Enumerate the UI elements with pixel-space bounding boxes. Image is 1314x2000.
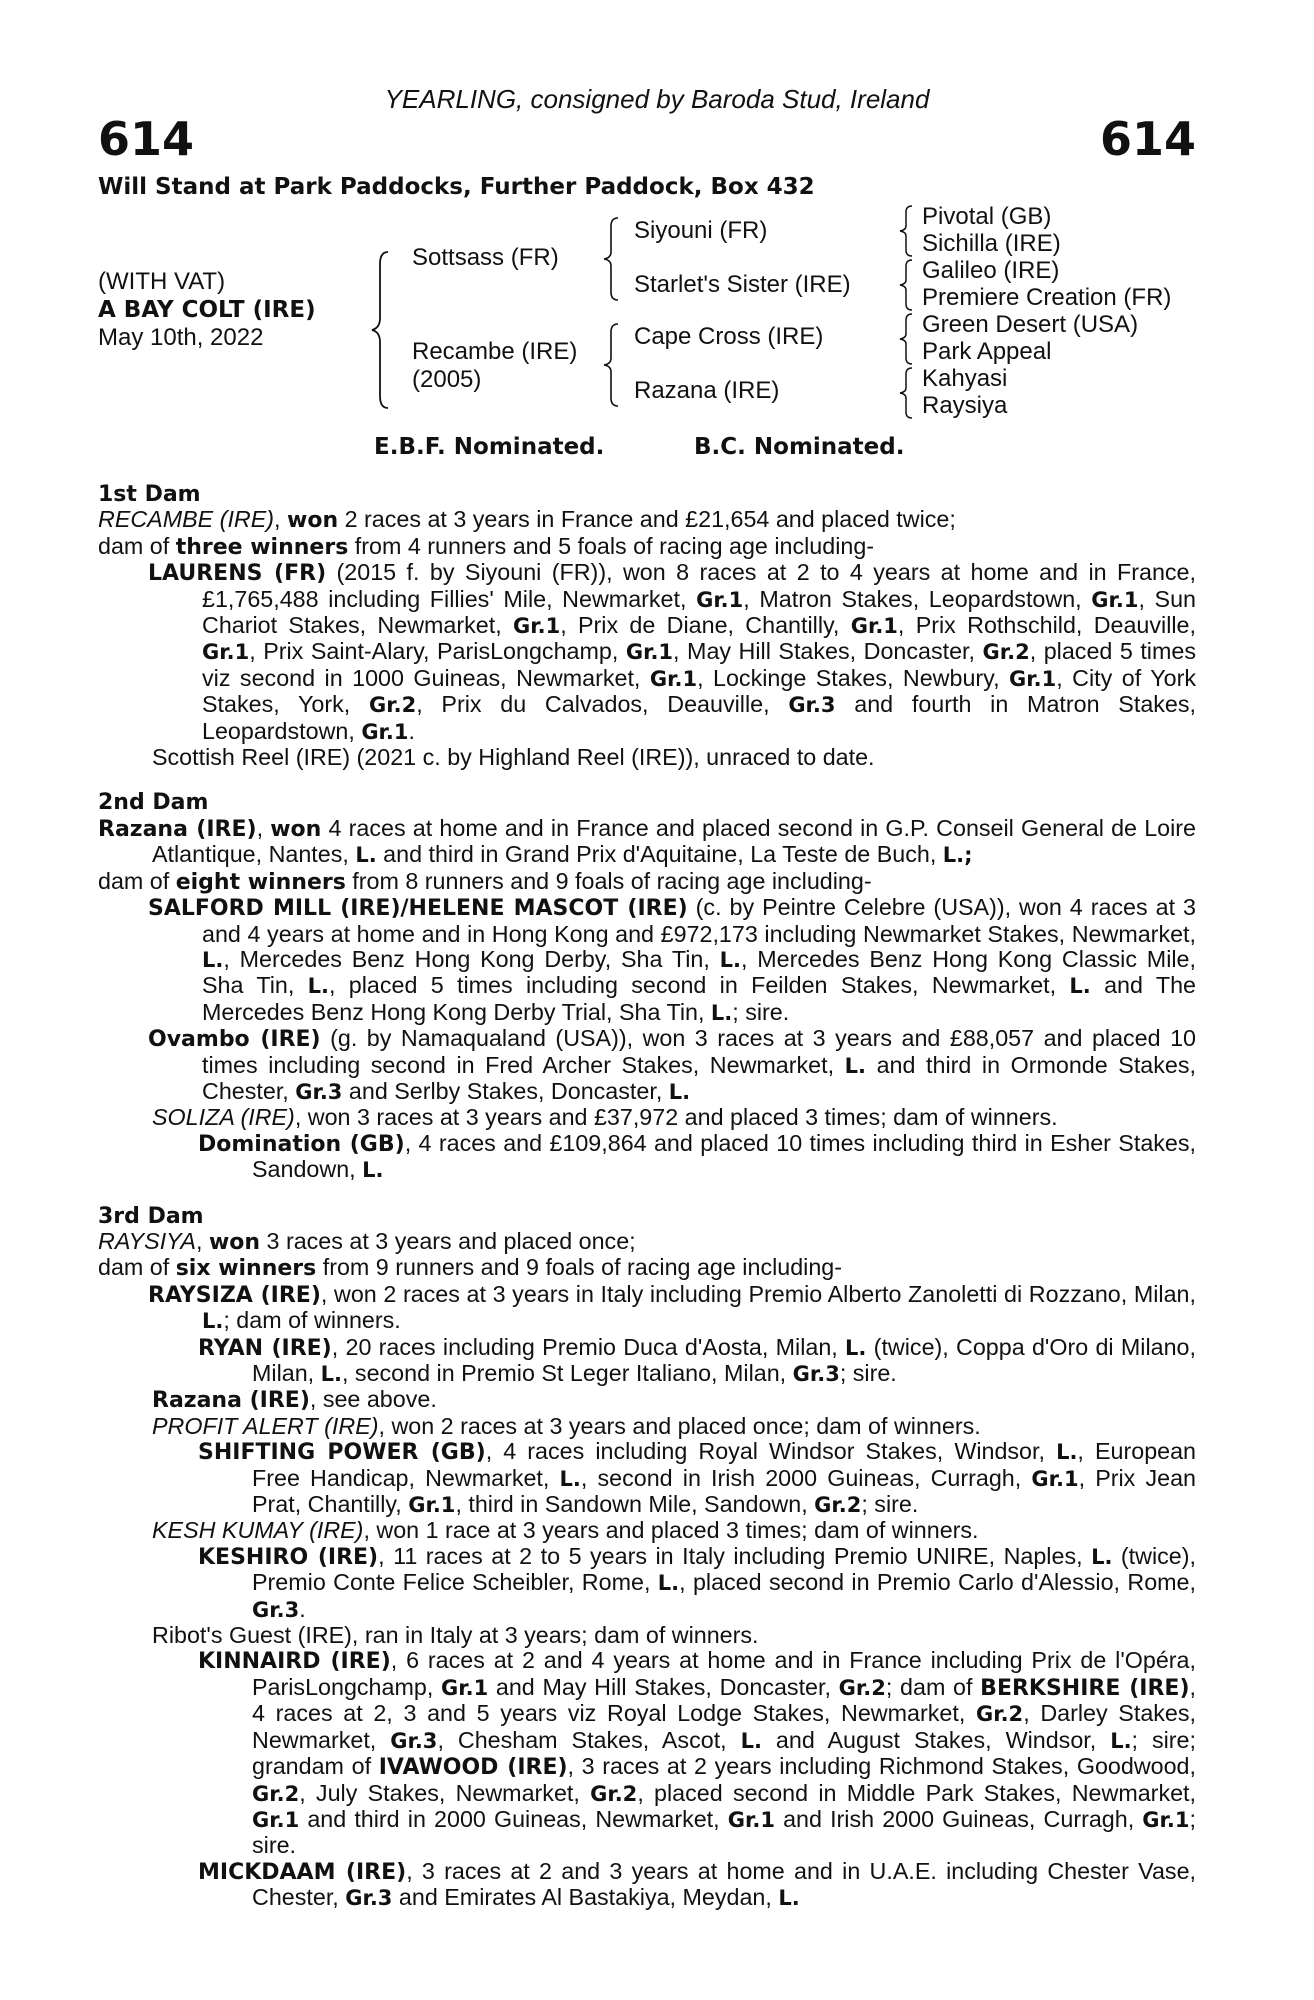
first-dam-heading: 1st Dam bbox=[98, 482, 201, 507]
dam-family-body bbox=[98, 482, 1196, 1912]
sire-name: Sottsass (FR) bbox=[412, 244, 559, 271]
third-dam-heading: 3rd Dam bbox=[98, 1203, 204, 1229]
ancestor-kahyasi: Kahyasi bbox=[922, 365, 1008, 392]
entry-ovambo: Ovambo (IRE) (g. by Namaqualand (USA)), won 3 races at 3 years and £88,057 and placed 10 times including second in Fred Archer Stakes, Newmarket, L. and third in Ormonde Stakes, Chester, Gr.3 and Serlby Stakes, Doncaster, L. bbox=[148, 1025, 1196, 1104]
ebf-nominated: E.B.F. Nominated. bbox=[374, 434, 605, 460]
entry-keshiro: KESHIRO (IRE), 11 races at 2 to 5 years in Italy including Premio UNIRE, Naples, L. (twice), Premio Conte Felice Scheibler, Rome, L., placed second in Premio Carlo d'Alessio, Rome, Gr.3. bbox=[198, 1542, 1196, 1622]
entry-mickdaam: MICKDAAM (IRE), 3 races at 2 and 3 years at home and in U.A.E. including Chester Vase, Chester, Gr.3 and Emirates Al Bastakiya, Meydan, L. bbox=[198, 1857, 1196, 1911]
horse-name: A BAY COLT (IRE) bbox=[98, 297, 316, 323]
entry-shifting-power: SHIFTING POWER (GB), 4 races including Royal Windsor Stakes, Windsor, L., European Free Handicap, Newmarket, L., second in Irish 2000 Guineas, Curragh, Gr.1, Prix Jean Prat, Chantilly, Gr.1, third in Sandown Mile, Sandown, Gr.2; sire. bbox=[198, 1438, 1197, 1518]
entry-kinnaird: KINNAIRD (IRE), 6 races at 2 and 4 years at home and in France including Prix de l'Opéra, ParisLongchamp, Gr.1 and May Hill Stakes, Doncaster, Gr.2; dam of BERKSHIRE (IRE), 4 races at 2, 3 and 5 years viz Royal Lodge Stakes, Newmarket, Gr.2, Darley Stakes, Newmarket, Gr.3, Chesham Stakes, Ascot, L. and August Stakes, Windsor, L.; sire; grandam of IVAWOOD (IRE), 3 races at 2 years including Richmond Stakes, Goodwood, Gr.2, July Stakes, Newmarket, Gr.2, placed second in Middle Park Stakes, Newmarket, Gr.1 and third in 2000 Guineas, Newmarket, Gr.1 and Irish 2000 Guineas, Curragh, Gr.1; sire. bbox=[198, 1647, 1197, 1859]
sire-dam: Starlet's Sister (IRE) bbox=[634, 271, 851, 298]
dam-sire: Cape Cross (IRE) bbox=[634, 323, 824, 350]
dam-name: Recambe (IRE) bbox=[412, 338, 578, 365]
ancestor-park-appeal: Park Appeal bbox=[922, 338, 1052, 365]
dam-year: (2005) bbox=[412, 366, 482, 393]
foaling-date: May 10th, 2022 bbox=[98, 324, 264, 351]
entry-ryan: RYAN (IRE), 20 races including Premio Duca d'Aosta, Milan, L. (twice), Coppa d'Oro di Milano, Milan, L., second in Premio St Leger Italiano, Milan, Gr.3; sire. bbox=[198, 1333, 1196, 1386]
dam-dam: Razana (IRE) bbox=[634, 377, 780, 404]
entry-domination: Domination (GB), 4 races and £109,864 and placed 10 times including third in Esher Stakes, Sandown, L. bbox=[198, 1129, 1197, 1183]
bc-nominated: B.C. Nominated. bbox=[694, 434, 905, 460]
entry-kesh-kumay: KESH KUMAY (IRE), won 1 race at 3 years and placed 3 times; dam of winners. bbox=[152, 1517, 979, 1544]
entry-ribots-guest: Ribot's Guest (IRE), ran in Italy at 3 years; dam of winners. bbox=[152, 1622, 759, 1649]
vat-note: (WITH VAT) bbox=[98, 268, 226, 295]
dam-brace bbox=[600, 322, 622, 408]
consignor-line: YEARLING, consigned by Baroda Stud, Ireland bbox=[384, 84, 930, 114]
entry-salford-mill: SALFORD MILL (IRE)/HELENE MASCOT (IRE) (c. by Peintre Celebre (USA)), won 4 races at 3 and 4 years at home and in Hong Kong and £972,173 including Newmarket Stakes, Newmarket, L., Mercedes Benz Hong Kong Derby, Sha Tin, L., Mercedes Benz Hong Kong Classic Mile, Sha Tin, L., placed 5 times including second in Feilden Stakes, Newmarket, L. and The Mercedes Benz Hong Kong Derby Trial, Sha Tin, L.; sire. bbox=[148, 894, 1196, 1025]
ancestor-raysiya: Raysiya bbox=[922, 392, 1008, 419]
first-dam-produce: dam of three winners from 4 runners and 5 foals of racing age including- bbox=[98, 532, 875, 560]
entry-razana: Razana (IRE), see above. bbox=[152, 1386, 437, 1414]
g-brace-1 bbox=[896, 204, 916, 258]
entry-profit-alert: PROFIT ALERT (IRE), won 2 races at 3 years and placed once; dam of winners. bbox=[152, 1412, 981, 1439]
entry-laurens: LAURENS (FR) (2015 f. by Siyouni (FR)), won 8 races at 2 to 4 years at home and in France, £1,765,488 including Fillies' Mile, Newmarket, Gr.1, Matron Stakes, Leopardstown, Gr.1, Sun Chariot Stakes, Newmarket, Gr.1, Prix de Diane, Chantilly, Gr.1, Prix Rothschild, Deauville, Gr.1, Prix Saint-Alary, ParisLongchamp, Gr.1, May Hill Stakes, Doncaster, Gr.2, placed 5 times viz second in 1000 Guineas, Newmarket, Gr.1, Lockinge Stakes, Newbury, Gr.1, City of York Stakes, York, Gr.2, Prix du Calvados, Deauville, Gr.3 and fourth in Matron Stakes, Leopardstown, Gr.1. bbox=[148, 559, 1196, 744]
third-dam-intro: RAYSIYA, won 3 races at 3 years and placed once; bbox=[98, 1227, 636, 1255]
first-dam-intro: RECAMBE (IRE), won 2 races at 3 years in France and £21,654 and placed twice; bbox=[98, 506, 956, 534]
g-brace-3 bbox=[896, 312, 916, 366]
second-dam-heading: 2nd Dam bbox=[98, 790, 209, 816]
entry-scottish-reel: Scottish Reel (IRE) (2021 c. by Highland Reel (IRE)), unraced to date. bbox=[152, 744, 875, 771]
third-dam-produce: dam of six winners from 9 runners and 9 foals of racing age including- bbox=[98, 1254, 843, 1282]
g-brace-4 bbox=[896, 366, 916, 420]
sire-sire: Siyouni (FR) bbox=[634, 217, 768, 244]
g-brace-2 bbox=[896, 258, 916, 312]
lot-number-right: 614 bbox=[1099, 112, 1196, 166]
ancestor-galileo: Galileo (IRE) bbox=[922, 257, 1060, 284]
lot-number-left: 614 bbox=[98, 112, 195, 166]
ancestor-green-desert: Green Desert (USA) bbox=[922, 311, 1139, 338]
ancestor-sichilla: Sichilla (IRE) bbox=[922, 230, 1061, 257]
pedigree-brace-main bbox=[368, 250, 392, 410]
second-dam-produce: dam of eight winners from 8 runners and 9 foals of racing age including- bbox=[98, 867, 872, 895]
ancestor-pivotal: Pivotal (GB) bbox=[922, 203, 1052, 230]
second-dam-intro: Razana (IRE), won 4 races at home and in France and placed second in G.P. Conseil General de Loire Atlantique, Nantes, L. and third in Grand Prix d'Aquitaine, La Teste de Buch, L.; bbox=[98, 814, 1196, 868]
stand-location: Will Stand at Park Paddocks, Further Paddock, Box 432 bbox=[98, 174, 815, 200]
entry-raysiza: RAYSIZA (IRE), won 2 races at 3 years in Italy including Premio Alberto Zanoletti di Rozzano, Milan, L.; dam of winners. bbox=[148, 1280, 1196, 1334]
ancestor-premiere-creation: Premiere Creation (FR) bbox=[922, 284, 1172, 311]
sire-brace bbox=[600, 216, 622, 302]
entry-soliza: SOLIZA (IRE), won 3 races at 3 years and £37,972 and placed 3 times; dam of winners. bbox=[152, 1104, 1058, 1131]
